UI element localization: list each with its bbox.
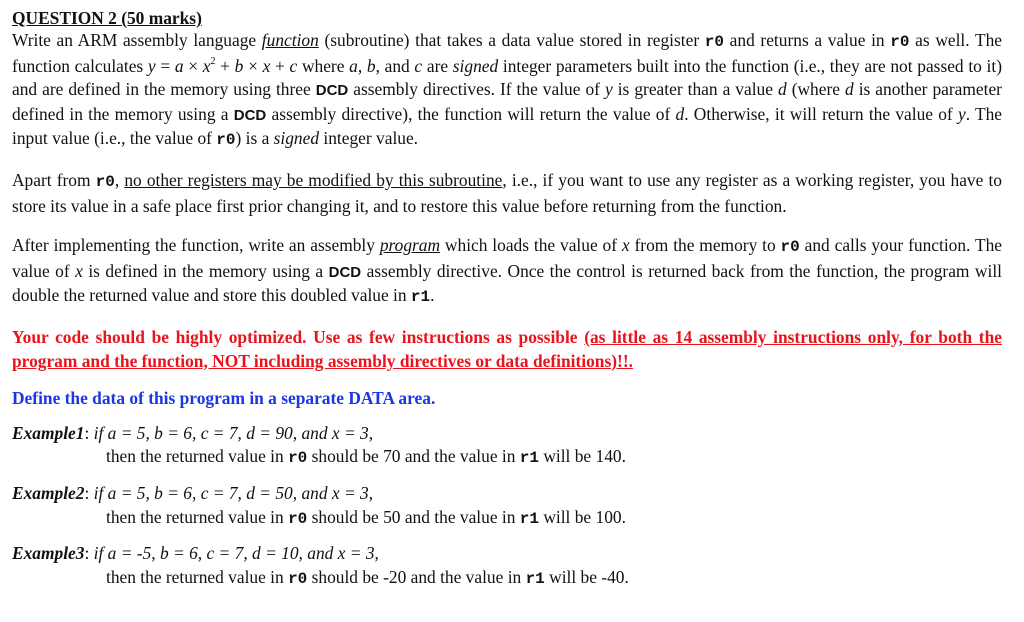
example-label: Example1: [12, 422, 85, 443]
register-r0: r0: [780, 238, 800, 257]
text: :: [84, 422, 94, 443]
text: :: [84, 543, 94, 564]
text: should be 70 and the value in: [307, 446, 520, 467]
var: y: [957, 103, 966, 124]
var: b: [366, 55, 376, 76]
text: and returns a value in: [723, 30, 891, 50]
example-label: Example2: [12, 482, 85, 503]
text: (subroutine) that takes a data value stored in register: [318, 30, 705, 50]
register-r1: r1: [519, 449, 539, 468]
formula-var: y: [147, 55, 156, 76]
formula-op: +: [215, 55, 235, 76]
text: assembly directive), the function will return the value of: [266, 103, 676, 124]
text: should be 50 and the value in: [307, 506, 520, 527]
var: a: [349, 55, 358, 76]
program-emphasis: program: [379, 235, 441, 256]
text: and calls your function. The value of: [12, 235, 1002, 281]
text: Your code should be highly optimized. Use as few instructions as possible: [12, 326, 585, 347]
paragraph-program-description: [12, 234, 1002, 310]
var: x: [621, 235, 630, 256]
dcd-directive: DCD: [315, 82, 349, 100]
text: integer parameters built into the function (i.e., they are not passed to it) and are defined in the memory using three: [12, 55, 1002, 100]
text: where: [297, 55, 350, 76]
var: d: [675, 103, 685, 124]
text: ,: [357, 55, 367, 76]
text: , and: [375, 55, 415, 76]
spacer: [12, 373, 1002, 387]
text: will be 100.: [538, 506, 626, 527]
text: (where: [786, 79, 845, 100]
spacer: [12, 411, 1002, 422]
text: ) is a: [235, 128, 274, 149]
formula-op: ×: [183, 55, 203, 76]
example-condition: if a = -5, b = 6, c = 7, d = 10, and x = 3,: [93, 543, 379, 564]
text: Apart from: [12, 169, 96, 190]
text: are: [422, 55, 453, 76]
var: d: [777, 79, 787, 100]
text: assembly directives. If the value of: [348, 79, 605, 100]
example-condition: if a = 5, b = 6, c = 7, d = 50, and x = 3,: [93, 482, 374, 503]
formula-var: b: [234, 55, 244, 76]
paragraph-function-description: [12, 29, 1002, 153]
example-line-1: [12, 542, 1002, 566]
var: y: [604, 79, 613, 100]
formula-op: +: [270, 55, 290, 76]
register-r0: r0: [288, 449, 308, 468]
paragraph-register-rule: [12, 169, 1002, 218]
text: as well. The function calculates: [12, 30, 1002, 76]
register-r0: r0: [890, 33, 910, 51]
text: should be -20 and the value in: [307, 566, 526, 587]
example-condition: if a = 5, b = 6, c = 7, d = 90, and x = 3,: [93, 422, 374, 443]
text: which loads the value of: [440, 235, 622, 256]
function-emphasis: function: [261, 30, 319, 50]
spacer: [12, 218, 1002, 234]
signed-emphasis: signed: [273, 128, 320, 149]
text: . The input value (i.e., the value of: [12, 103, 1002, 149]
instruction-limit-underlined: (as little as 14 assembly instructions only, for both the program and the function, NOT including assembly directives or data definitions)!!.: [12, 326, 1002, 371]
var: d: [844, 79, 854, 100]
text: is defined in the memory using a: [82, 260, 329, 281]
text: is greater than a value: [612, 79, 778, 100]
example-line-2: [12, 445, 1002, 471]
register-r1: r1: [519, 509, 539, 528]
register-r0: r0: [95, 172, 115, 191]
text: . Otherwise, it will return the value of: [684, 103, 958, 124]
example-line-1: [12, 482, 1002, 506]
var: x: [75, 260, 83, 281]
paragraph-optimization-note: [12, 326, 1002, 373]
text: , i.e., if you want to use any register as a working register, you have to store its value in a safe place first prior changing it, and to restore this value before returning from the function.: [12, 169, 1002, 216]
text: ,: [114, 169, 125, 190]
signed-emphasis: signed: [452, 55, 499, 76]
text: from the memory to: [629, 235, 781, 256]
question-title: QUESTION 2 (50 marks): [12, 8, 202, 28]
example-1: [12, 422, 1002, 471]
text: will be 140.: [538, 446, 626, 467]
spacer: [12, 471, 1002, 482]
text: is another parameter defined in the memory using a: [12, 79, 1002, 124]
text: then the returned value in: [106, 566, 289, 587]
text: then the returned value in: [106, 506, 289, 527]
example-label: Example3: [12, 543, 85, 564]
spacer: [12, 531, 1002, 542]
spacer: [12, 310, 1002, 326]
example-line-2: [12, 566, 1002, 592]
formula-var: c: [289, 55, 298, 76]
register-r0: r0: [216, 131, 236, 150]
formula-op: =: [155, 55, 175, 76]
paragraph-data-area-note: Define the data of this program in a separate DATA area.: [12, 388, 436, 409]
text: integer value.: [319, 128, 419, 149]
formula-var: x: [202, 55, 211, 76]
register-r1: r1: [525, 569, 545, 588]
var: c: [414, 55, 423, 76]
example-line-2: [12, 506, 1002, 532]
register-r0: r0: [288, 569, 308, 588]
example-3: [12, 542, 1002, 591]
text: :: [84, 482, 94, 503]
example-line-1: [12, 422, 1002, 446]
register-rule-underlined: no other registers may be modified by this subroutine: [124, 169, 503, 190]
text: Write an ARM assembly language: [12, 30, 262, 50]
register-r0: r0: [704, 33, 724, 51]
text: then the returned value in: [106, 446, 289, 467]
register-r0: r0: [288, 509, 308, 528]
example-2: [12, 482, 1002, 531]
dcd-directive: DCD: [233, 106, 267, 124]
formula-op: ×: [243, 55, 263, 76]
formula-exponent: 2: [210, 55, 216, 67]
register-r1: r1: [410, 288, 431, 307]
formula-var: a: [174, 55, 184, 76]
text: .: [430, 285, 435, 306]
text: assembly directive. Once the control is returned back from the function, the program will double the returned value and store this doubled value in: [12, 260, 1002, 306]
spacer: [12, 153, 1002, 169]
text: will be -40.: [544, 566, 629, 587]
formula-var: x: [262, 55, 271, 76]
text: After implementing the function, write an assembly: [12, 235, 380, 256]
dcd-directive: DCD: [328, 263, 362, 281]
